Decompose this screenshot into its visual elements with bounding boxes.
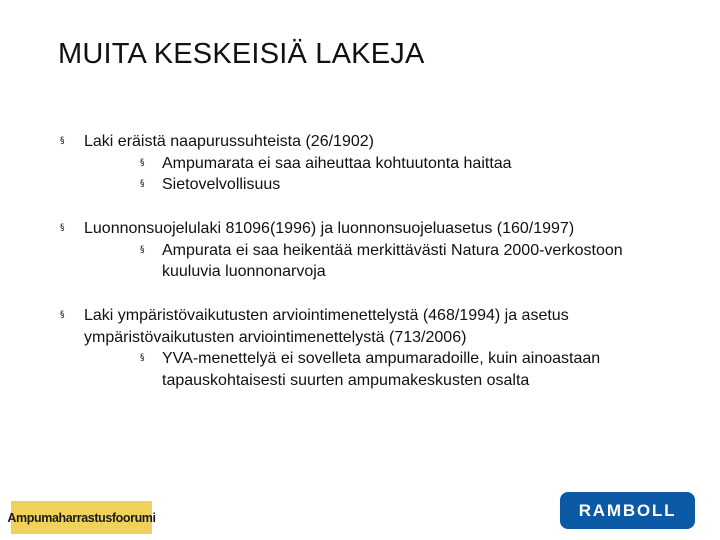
sub-bullet-text: Sietovelvollisuus: [162, 176, 281, 193]
sub-bullet-text: Ampumarata ei saa aiheuttaa kohtuutonta haittaa: [162, 154, 512, 172]
sub-bullet-item: [140, 240, 682, 283]
sub-bullet-item: [140, 348, 682, 391]
ramboll-logo: [560, 492, 695, 529]
bullet-icon: §: [140, 244, 145, 255]
bullet-icon: §: [60, 310, 65, 320]
bullet-text: Luonnonsuojelulaki 81096(1996) ja luonnonsuojeluasetus (160/1997): [84, 220, 575, 237]
bullet-text: Laki eräistä naapurussuhteista (26/1902): [84, 133, 374, 150]
bullet-item-2: [60, 218, 674, 283]
bullet-icon: §: [140, 157, 145, 168]
sub-bullet-text: Ampurata ei saa heikentää merkittävästi Natura 2000-verkostoon kuuluvia luonnonarvoja: [162, 241, 623, 280]
sub-bullet-item: [140, 174, 682, 196]
bullet-icon: §: [60, 136, 65, 146]
ramboll-logo-text: RAMBOLL: [578, 500, 677, 520]
bullet-text: Laki ympäristövaikutusten arviointimenettelystä (468/1994) ja asetus ympäristövaikutusten arviointimenettelystä (713/2006): [84, 307, 569, 346]
bullet-icon: §: [60, 223, 65, 233]
ampumaharrastusfoorumi-logo: Ampumaharrastusfoorumi: [11, 501, 152, 534]
sub-bullet-item: [140, 153, 682, 175]
slide-title: MUITA KESKEISIÄ LAKEJA: [58, 38, 425, 70]
sub-bullet-text: YVA-menettelyä ei sovelleta ampumaradoille, kuin ainoastaan tapauskohtaisesti suurten ampumakeskusten osalta: [162, 350, 601, 389]
bullet-item-3: [60, 305, 674, 391]
bullet-item-1: [60, 131, 674, 196]
bullet-icon: §: [140, 353, 145, 363]
bullet-icon: §: [140, 179, 145, 189]
